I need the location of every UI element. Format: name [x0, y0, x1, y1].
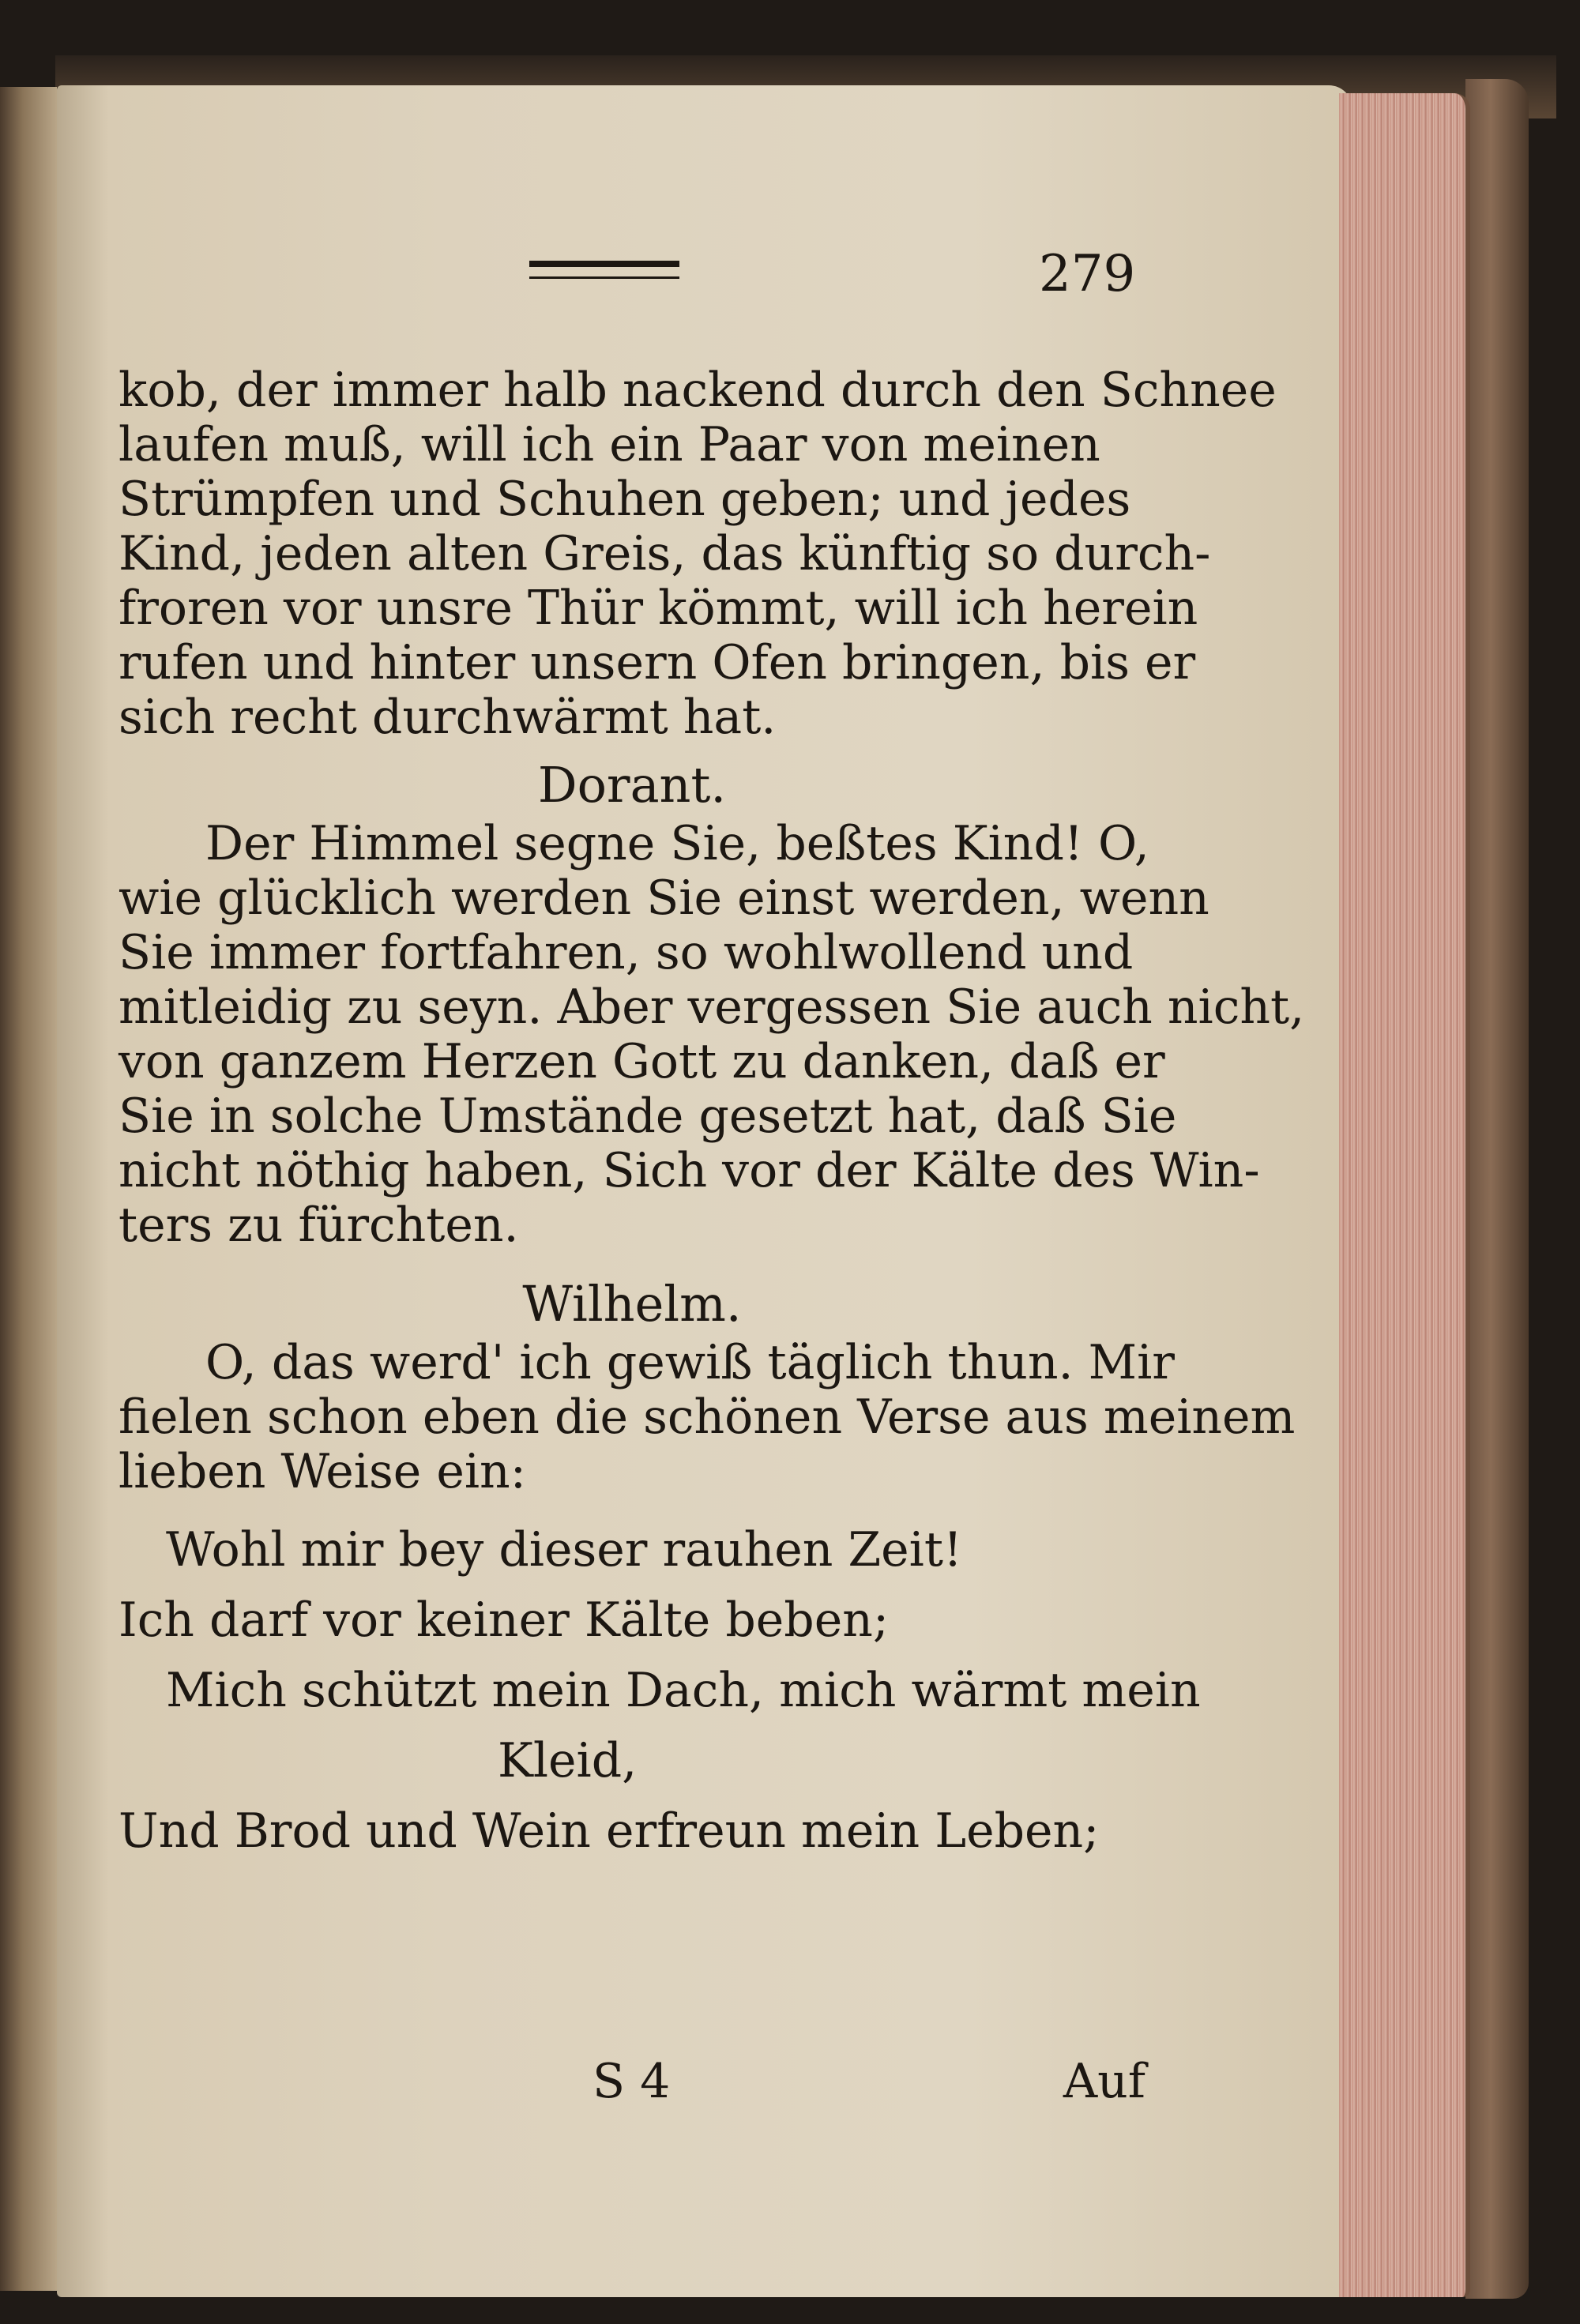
verse-block	[118, 1522, 1201, 1859]
signature-mark: S 4	[592, 2054, 671, 2109]
text-line: Strümpfen und Schuhen geben; und jedes	[118, 472, 1131, 527]
verse-line: Mich schützt mein Dach, mich wärmt mein	[166, 1663, 1201, 1718]
page-text	[118, 363, 1305, 1875]
text-line: mitleidig zu seyn. Aber vergessen Sie auch nicht,	[118, 980, 1305, 1035]
speaker-name: Dorant.	[537, 756, 727, 814]
text-line: froren vor unsre Thür kömmt, will ich herein	[118, 581, 1198, 636]
text-line: von ganzem Herzen Gott zu danken, daß er	[118, 1034, 1165, 1089]
text-line: Sie in solche Umstände gesetzt hat, daß Sie	[118, 1089, 1177, 1144]
text-line: Der Himmel segne Sie, beßtes Kind! O,	[205, 816, 1149, 871]
speaker-name: Wilhelm.	[522, 1275, 742, 1333]
page-edges	[1339, 93, 1470, 2297]
header-rule	[529, 261, 679, 279]
paragraph-2	[118, 816, 1305, 1253]
text-line: rufen und hinter unsern Ofen bringen, bis er	[118, 635, 1196, 690]
text-line: laufen muß, will ich ein Paar von meinen	[118, 417, 1100, 472]
text-line: Kind, jeden alten Greis, das künftig so durch-	[118, 526, 1211, 581]
paragraph-1	[118, 363, 1277, 745]
book-binding	[1465, 79, 1529, 2299]
text-line: kob, der immer halb nackend durch den Schnee	[118, 363, 1277, 418]
text-line: ters zu fürchten.	[118, 1198, 519, 1253]
verse-line: Kleid,	[498, 1733, 638, 1788]
text-line: lieben Weise ein:	[118, 1444, 526, 1499]
verse-line: Wohl mir bey dieser rauhen Zeit!	[166, 1522, 963, 1578]
left-page-edge	[0, 87, 58, 2291]
text-line: fielen schon eben die schönen Verse aus meinem	[118, 1390, 1296, 1445]
text-line: O, das werd' ich gewiß täglich thun. Mir	[205, 1335, 1175, 1390]
verse-line: Und Brod und Wein erfreun mein Leben;	[118, 1803, 1100, 1859]
page-number: 279	[1039, 245, 1136, 303]
text-line: nicht nöthig haben, Sich vor der Kälte des Win-	[118, 1143, 1260, 1198]
text-line: sich recht durchwärmt hat.	[118, 690, 777, 745]
paragraph-3	[118, 1335, 1296, 1499]
text-line: wie glücklich werden Sie einst werden, wenn	[118, 871, 1209, 926]
verse-line: Ich darf vor keiner Kälte beben;	[118, 1593, 890, 1648]
catchword: Auf	[1063, 2054, 1146, 2109]
text-line: Sie immer fortfahren, so wohlwollend und	[118, 925, 1134, 980]
